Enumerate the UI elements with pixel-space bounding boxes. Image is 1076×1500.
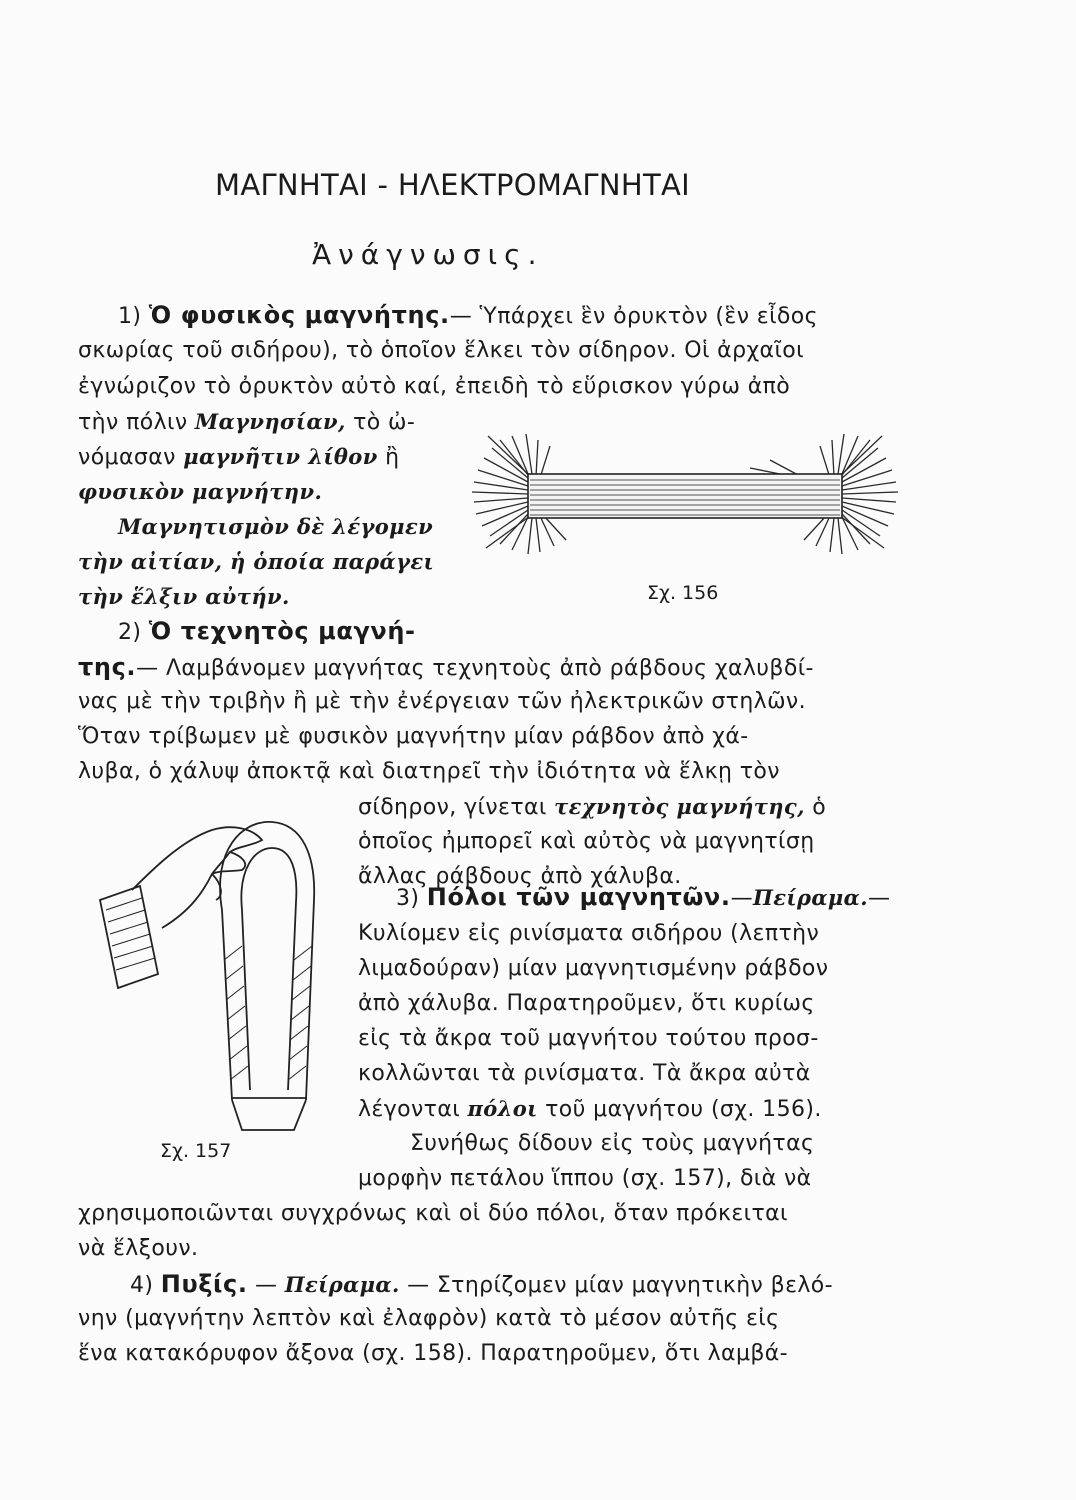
sec4-dash-1: — [247,1273,285,1298]
sec1-text-5b: ἢ [377,445,400,470]
sec1-text-5a: νόμασαν [78,445,184,470]
sec1-text-4a: τὴν πόλιν [78,410,195,435]
term-peirama-3: Πείραμα. [753,885,868,910]
definition-1: Μαγνητισμὸν δὲ λέγομεν [118,514,434,539]
sec3-line-6: κολλῶνται τὰ ρινίσματα. Τὰ ἄκρα αὐτὰ [358,1061,811,1086]
sec2-line-5: λυβα, ὁ χάλυψ ἀποκτᾷ καὶ διατηρεῖ τὴν ἰδιότητα νὰ ἕλκῃ τὸν [78,759,780,784]
bar-magnet-body [528,474,842,518]
term-magnesia: Μαγνησίαν, [194,409,346,434]
sec1-number: 1) [118,304,149,329]
sec3-line-4: ἀπὸ χάλυβα. Παρατηροῦμεν, ὅτι κυρίως [358,991,815,1016]
sec2-line-1 [118,614,416,650]
sec3-line-2: Κυλίομεν εἰς ρινίσματα σιδήρου (λεπτὴν [358,921,820,946]
sec3-text-6a: λέγονται [358,1097,468,1122]
sec4-line-1 [130,1267,833,1303]
sec4-line-3: ἕνα κατακόρυφον ἄξονα (σχ. 158). Παρατηροῦμεν, ὅτι λαμβά- [78,1341,789,1366]
term-peirama-4: Πείραμα. [284,1272,400,1297]
sec3-dash-2: — [867,886,891,911]
sec3-line-8: Συνήθως δίδουν εἰς τοὺς μαγνήτας [410,1131,815,1156]
page-title: ΜΑΓΝΗΤΑΙ - ΗΛΕΚΤΡΟΜΑΓΝΗΤΑΙ [215,168,690,202]
term-magnitin: μαγνῆτιν λίθον [183,444,378,469]
sec2-line-2 [78,650,814,686]
term-fysikon: φυσικὸν μαγνήτην. [78,479,323,504]
sec4-heading: Πυξίς. [160,1270,248,1298]
sec3-line-7 [358,1092,822,1127]
sec1-text-1: — Ὑπάρχει ἓν ὀρυκτὸν (ἓν εἶδος [449,304,818,329]
horseshoe-outer [220,822,314,1100]
sec2-line-6 [358,790,826,825]
sec1-text-4b: τὸ ὠ- [345,410,416,435]
definition-2: τὴν αἰτίαν, ἡ ὁποία παράγει [78,549,435,574]
sec1-line-6 [78,475,322,510]
definition-3: τὴν ἕλξιν αὐτήν. [78,584,290,609]
magnet-base [232,1100,306,1130]
sec2-heading-1: Ὁ τεχνητὸς μαγνή- [148,617,416,645]
sec1-line-4 [78,405,415,440]
sec3-text-6b: τοῦ μαγνήτου (σχ. 156). [537,1097,822,1122]
sec3-line-5: εἰς τὰ ἄκρα τοῦ μαγνήτου τούτου προσ- [358,1026,819,1051]
sec3-line-11: νὰ ἕλξουν. [78,1236,199,1261]
sec2-heading-2: της. [78,653,137,681]
term-texnitos: τεχνητὸς μαγνήτης, [554,794,805,819]
figure-156-caption: Σχ. 156 [647,582,719,604]
sleeve-cuff [100,886,158,988]
sec4-number: 4) [130,1273,161,1298]
sec1-heading: Ὁ φυσικὸς μαγνήτης. [148,301,450,329]
sec1-def-1 [118,510,433,545]
sec3-line-9: μορφὴν πετάλου ἵππου (σχ. 157), διὰ νὰ [358,1166,812,1191]
sec2-line-7: ὁποῖος ἠμπορεῖ καὶ αὐτὸς νὰ μαγνητίσῃ [358,829,815,854]
sec2-line-8: ἄλλας ράβδους ἀπὸ χάλυβα. [358,864,682,889]
sec3-dash-1: — [730,886,753,911]
sec4-text-1: — Στηρίζομεν μίαν μαγνητικὴν βελό- [399,1273,833,1298]
section-subtitle: Ἀνάγνωσις. [312,238,544,271]
sec1-line-5 [78,440,399,475]
figure-156-bar-magnet [470,430,900,560]
horseshoe-inner [241,848,296,1090]
sec1-line-3: ἐγνώριζον τὸ ὀρυκτὸν αὐτὸ καί, ἐπειδὴ τὸ εὕρισκον γύρω ἀπὸ [78,374,791,399]
sec1-def-3 [78,580,290,615]
sec2-line-3: νας μὲ τὴν τριβὴν ἢ μὲ τὴν ἐνέργειαν τῶν ἠλεκτρικῶν στηλῶν. [78,689,806,714]
sec2-text-5a: σίδηρον, γίνεται [358,795,555,820]
figure-157-horseshoe-magnet [92,800,332,1130]
sec2-text-1: — Λαμβάνομεν μαγνήτας τεχνητοὺς ἀπὸ ράβδους χαλυβδί- [136,656,814,681]
sec1-def-2 [78,545,434,580]
figure-157-caption: Σχ. 157 [160,1140,232,1162]
sec4-line-2: νην (μαγνήτην λεπτὸν καὶ ἐλαφρὸν) κατὰ τὸ μέσον αὐτῆς εἰς [78,1306,780,1331]
term-poloi: πόλοι [467,1096,538,1121]
sec2-line-4: Ὅταν τρίβωμεν μὲ φυσικὸν μαγνήτην μίαν ράβδον ἀπὸ χά- [78,724,749,749]
sec1-line-2: σκωρίας τοῦ σιδήρου), τὸ ὁποῖον ἕλκει τὸν σίδηρον. Οἱ ἀρχαῖοι [78,338,805,363]
sec2-number: 2) [118,620,149,645]
sec3-line-3: λιμαδούραν) μίαν μαγνητισμένην ράβδον [358,956,829,981]
arm-hatching [224,946,312,1080]
sec3-number: 3) [396,886,427,911]
sec2-text-5b: ὁ [804,795,827,820]
sec3-line-10: χρησιμοποιῶνται συγχρόνως καὶ οἱ δύο πόλοι, ὅταν πρόκειται [78,1201,788,1226]
sec3-line-1 [396,880,890,916]
sec1-line-1 [118,298,818,334]
sec3-heading: Πόλοι τῶν μαγνητῶν. [426,883,731,911]
